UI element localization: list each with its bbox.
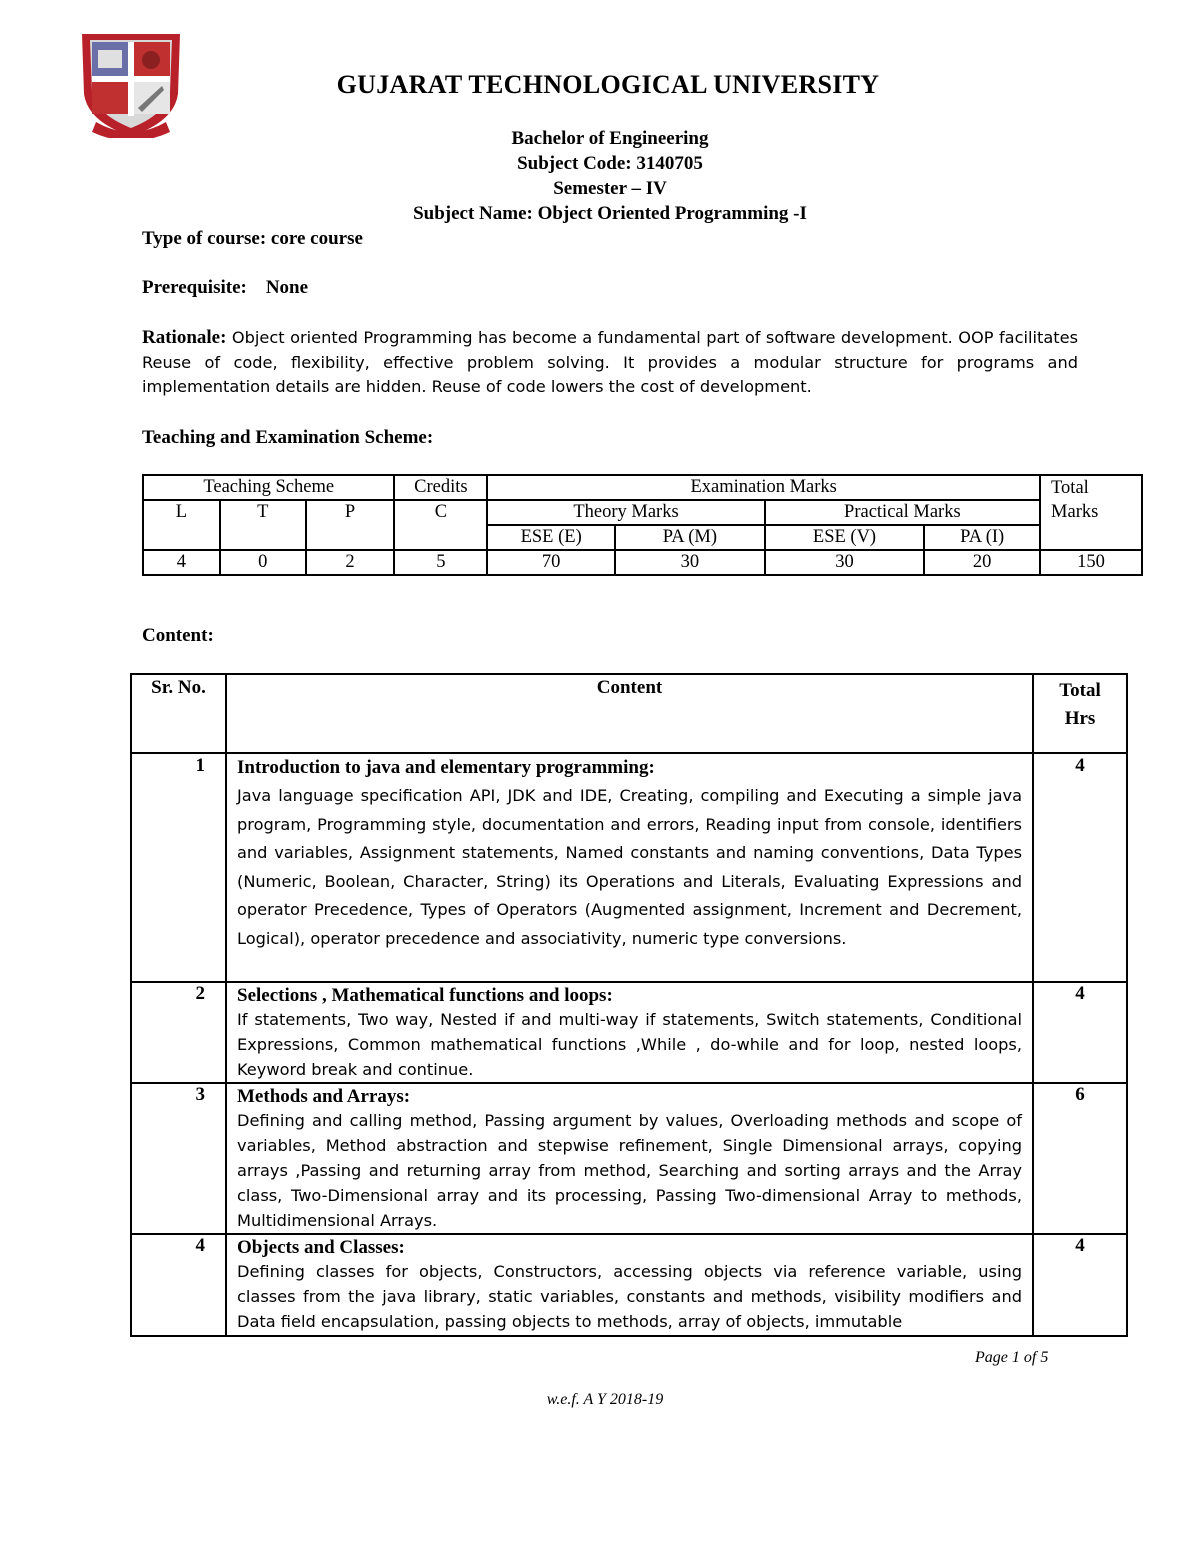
row-topic: Introduction to java and elementary programming: bbox=[237, 757, 655, 778]
prerequisite-value: None bbox=[265, 277, 309, 298]
col-p: P bbox=[306, 500, 395, 550]
col-hrs-header bbox=[1033, 674, 1127, 753]
row-srno: 3 bbox=[131, 1083, 226, 1234]
value-pa-m: 30 bbox=[615, 550, 765, 575]
practical-marks-header: Practical Marks bbox=[765, 500, 1040, 525]
content-table bbox=[130, 673, 1128, 1337]
course-type: Type of course: core course bbox=[142, 228, 363, 249]
content-heading: Content: bbox=[142, 625, 214, 646]
total-line-1: Total bbox=[1051, 478, 1089, 498]
pa-m-header: PA (M) bbox=[615, 525, 765, 550]
row-desc: Java language specification API, JDK and IDE, Creating, compiling and Executing a simple java program, Programming style, documentation and errors, Reading input from console, identifiers and variables, Assignment statements, Named constants and naming conventions, Data Types (Numeric, Boolean, Character, String) its Operations and Literals, Evaluating Expressions and operator Precedence, Types of Operators (Augmented assignment, Increment and Decrement, Logical), operator precedence and associativity, numeric type conversions. bbox=[237, 786, 1022, 948]
pa-i-header: PA (I) bbox=[924, 525, 1040, 550]
scheme-table bbox=[142, 474, 1143, 576]
row-content bbox=[226, 753, 1033, 982]
col-c: C bbox=[394, 500, 487, 550]
page-number: Page 1 of 5 bbox=[975, 1349, 1049, 1366]
rationale-label: Rationale: bbox=[142, 327, 227, 348]
exam-marks-header: Examination Marks bbox=[487, 475, 1040, 500]
row-topic: Selections , Mathematical functions and loops: bbox=[237, 985, 613, 1006]
col-l: L bbox=[143, 500, 220, 550]
value-ese-e: 70 bbox=[487, 550, 615, 575]
prerequisite-label: Prerequisite: bbox=[142, 277, 247, 298]
ese-v-header: ESE (V) bbox=[765, 525, 925, 550]
university-title: GUJARAT TECHNOLOGICAL UNIVERSITY bbox=[336, 70, 880, 99]
table-row bbox=[131, 1234, 1127, 1335]
col-srno-header: Sr. No. bbox=[131, 674, 226, 753]
value-c: 5 bbox=[394, 550, 487, 575]
row-content bbox=[226, 1234, 1033, 1335]
effective-year: w.e.f. A Y 2018-19 bbox=[546, 1391, 664, 1408]
value-pa-i: 20 bbox=[924, 550, 1040, 575]
row-hrs: 4 bbox=[1033, 1234, 1127, 1335]
semester: Semester – IV bbox=[553, 178, 667, 199]
row-srno: 4 bbox=[131, 1234, 226, 1335]
table-row bbox=[131, 982, 1127, 1083]
table-row bbox=[131, 1083, 1127, 1234]
table-row bbox=[131, 753, 1127, 982]
rationale bbox=[142, 326, 1078, 400]
value-l: 4 bbox=[143, 550, 220, 575]
row-desc: Defining classes for objects, Constructors, accessing objects via reference variable, using classes from the java library, static variables, constants and methods, visibility modifiers and Data field encapsulation, passing objects to methods, array of objects, immutable bbox=[237, 1262, 1022, 1331]
value-t: 0 bbox=[220, 550, 306, 575]
row-topic: Methods and Arrays: bbox=[237, 1086, 411, 1108]
row-hrs: 4 bbox=[1033, 753, 1127, 982]
value-total: 150 bbox=[1040, 550, 1142, 575]
col-t: T bbox=[220, 500, 306, 550]
teaching-scheme-header: Teaching Scheme bbox=[143, 475, 394, 500]
theory-marks-header: Theory Marks bbox=[487, 500, 764, 525]
col-hrs-line-2: Hrs bbox=[1064, 708, 1096, 729]
credits-header: Credits bbox=[394, 475, 487, 500]
scheme-heading: Teaching and Examination Scheme: bbox=[142, 427, 434, 448]
row-hrs: 6 bbox=[1033, 1083, 1127, 1234]
row-hrs: 4 bbox=[1033, 982, 1127, 1083]
prerequisite bbox=[142, 277, 308, 299]
row-desc: If statements, Two way, Nested if and multi-way if statements, Switch statements, Conditional Expressions, Common mathematical functions ,While , do-while and for loop, nested loops, Keyword break and continue. bbox=[237, 1010, 1022, 1079]
row-content bbox=[226, 1083, 1033, 1234]
col-content-header: Content bbox=[226, 674, 1033, 753]
col-hrs-line-1: Total bbox=[1059, 680, 1101, 701]
rationale-text: Object oriented Programming has become a fundamental part of software development. OOP facilitates Reuse of code, flexibility, effective problem solving. It provides a modular structure for programs and implementation details are hidden. Reuse of code lowers the cost of development. bbox=[142, 328, 1079, 396]
degree: Bachelor of Engineering bbox=[511, 128, 709, 149]
row-srno: 1 bbox=[131, 753, 226, 982]
row-desc: Defining and calling method, Passing argument by values, Overloading methods and scope of variables, Method abstraction and stepwise refinement, Single Dimensional arrays, copying arrays ,Passing and returning array from method, Searching and sorting arrays and the Array class, Two-Dimensional array and its processing, Passing Two-dimensional Array to methods, Multidimensional Arrays. bbox=[237, 1111, 1022, 1230]
subject-name: Subject Name: Object Oriented Programming -I bbox=[413, 203, 807, 224]
total-line-2: Marks bbox=[1051, 502, 1099, 522]
value-p: 2 bbox=[306, 550, 395, 575]
row-content bbox=[226, 982, 1033, 1083]
total-marks-header bbox=[1040, 475, 1142, 550]
value-ese-v: 30 bbox=[765, 550, 925, 575]
subject-code: Subject Code: 3140705 bbox=[517, 153, 703, 174]
ese-e-header: ESE (E) bbox=[487, 525, 615, 550]
row-srno: 2 bbox=[131, 982, 226, 1083]
row-topic: Objects and Classes: bbox=[237, 1237, 405, 1259]
